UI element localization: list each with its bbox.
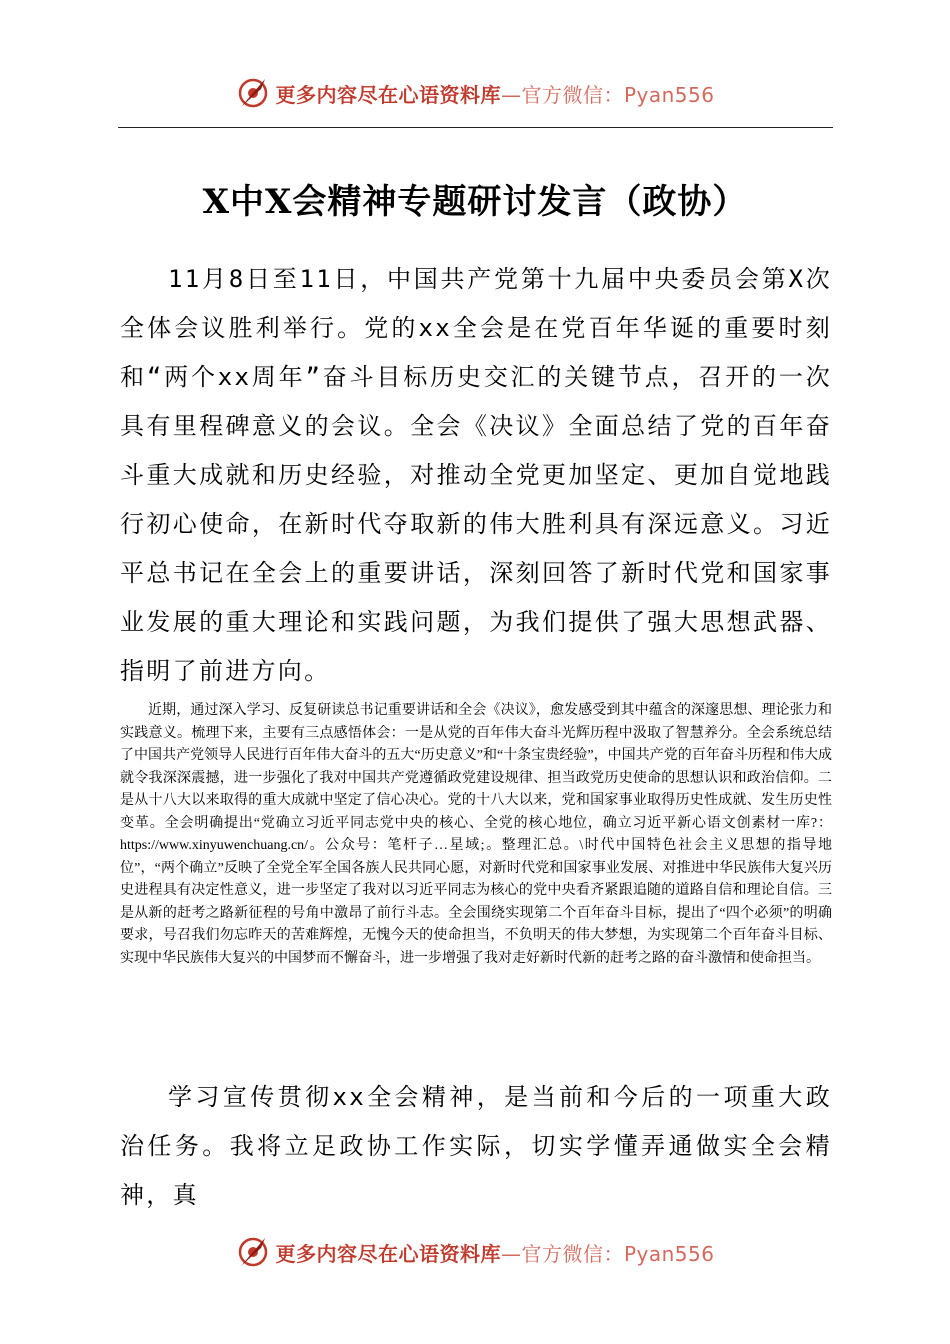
footer-watermark-banner — [0, 1232, 950, 1272]
header-brand-text: 更多内容尽在心语资料库 — [275, 82, 501, 107]
footer-contact-text: —官方微信：Pyan556 — [500, 1241, 715, 1266]
footer-watermark-text — [275, 1238, 714, 1267]
footer-brand-text: 更多内容尽在心语资料库 — [275, 1241, 501, 1266]
paragraph-task: 学习宣传贯彻xx全会精神，是当前和今后的一项重大政治任务。我将立足政协工作实际，切实学懂弄通做实全会精神，真 — [120, 1083, 832, 1209]
header-watermark-text — [275, 79, 714, 108]
paragraph-reflections: 近期，通过深入学习、反复研读总书记重要讲话和全会《决议》，愈发感受到其中蕴含的深邃思想、理论张力和实践意义。梳理下来，主要有三点感悟体会：一是从党的百年伟大奋斗光辉历程中汲取了智慧养分。全会系统总结了中国共产党领导人民进行百年伟大奋斗的五大“历史意义”和“十条宝贵经验”，中国共产党的百年奋斗历程和伟大成就令我深深震撼，进一步强化了我对中国共产党遵循政党建设规律、担当政党历史使命的思想认识和政治信仰。二是从十八大以来取得的重大成就中坚定了信心决心。党的十八大以来，党和国家事业取得历史性成就、发生历史性变革。全会明确提出“党确立习近平同志党中央的核心、全党的核心地位，确立习近平新心语文创素材一库?：https://www.xinyuwenchuang.cn/。公众号：笔杆子…星域;。整理汇总。\时代中国特色社会主义思想的指导地位”，“两个确立”反映了全党全军全国各族人民共同心愿，对新时代党和国家事业发展、对推进中华民族伟大复兴历史进程具有决定性意义，进一步坚定了我对以习近平同志为核心的党中央看齐紧跟追随的道路自信和理论自信。三是从新的赶考之路新征程的号角中激昂了前行斗志。全会围绕实现第二个百年奋斗目标，提出了“四个必须”的明确要求，号召我们勿忘昨天的苦难辉煌，无愧今天的使命担当，不负明天的伟大梦想，为实现第二个百年奋斗目标、实现中华民族伟大复兴的中国梦而不懈奋斗，进一步增强了我对走好新时代新的赶考之路的奋斗激情和使命担当。 — [120, 703, 832, 966]
header-watermark-banner — [0, 73, 950, 113]
quill-logo-icon — [235, 1234, 271, 1270]
document-title: X中X会精神专题研讨发言（政协） — [202, 182, 748, 222]
paragraph-intro: 11月8日至11日，中国共产党第十九届中央委员会第X次全体会议胜利举行。党的xx全会是在党百年华诞的重要时刻和“两个xx周年”奋斗目标历史交汇的关键节点，召开的一次具有里程碑意义的会议。全会《决议》全面总结了党的百年奋斗重大成就和历史经验，对推动全党更加坚定、更加自觉地践行初心使命，在新时代夺取新的伟大胜利具有深远意义。习近平总书记在全会上的重要讲话，深刻回答了新时代党和国家事业发展的重大理论和实践问题，为我们提供了强大思想武器、指明了前进方向。 — [120, 265, 832, 685]
quill-logo-icon — [235, 75, 271, 111]
header-divider — [118, 127, 833, 128]
header-contact-text: —官方微信：Pyan556 — [500, 82, 715, 107]
